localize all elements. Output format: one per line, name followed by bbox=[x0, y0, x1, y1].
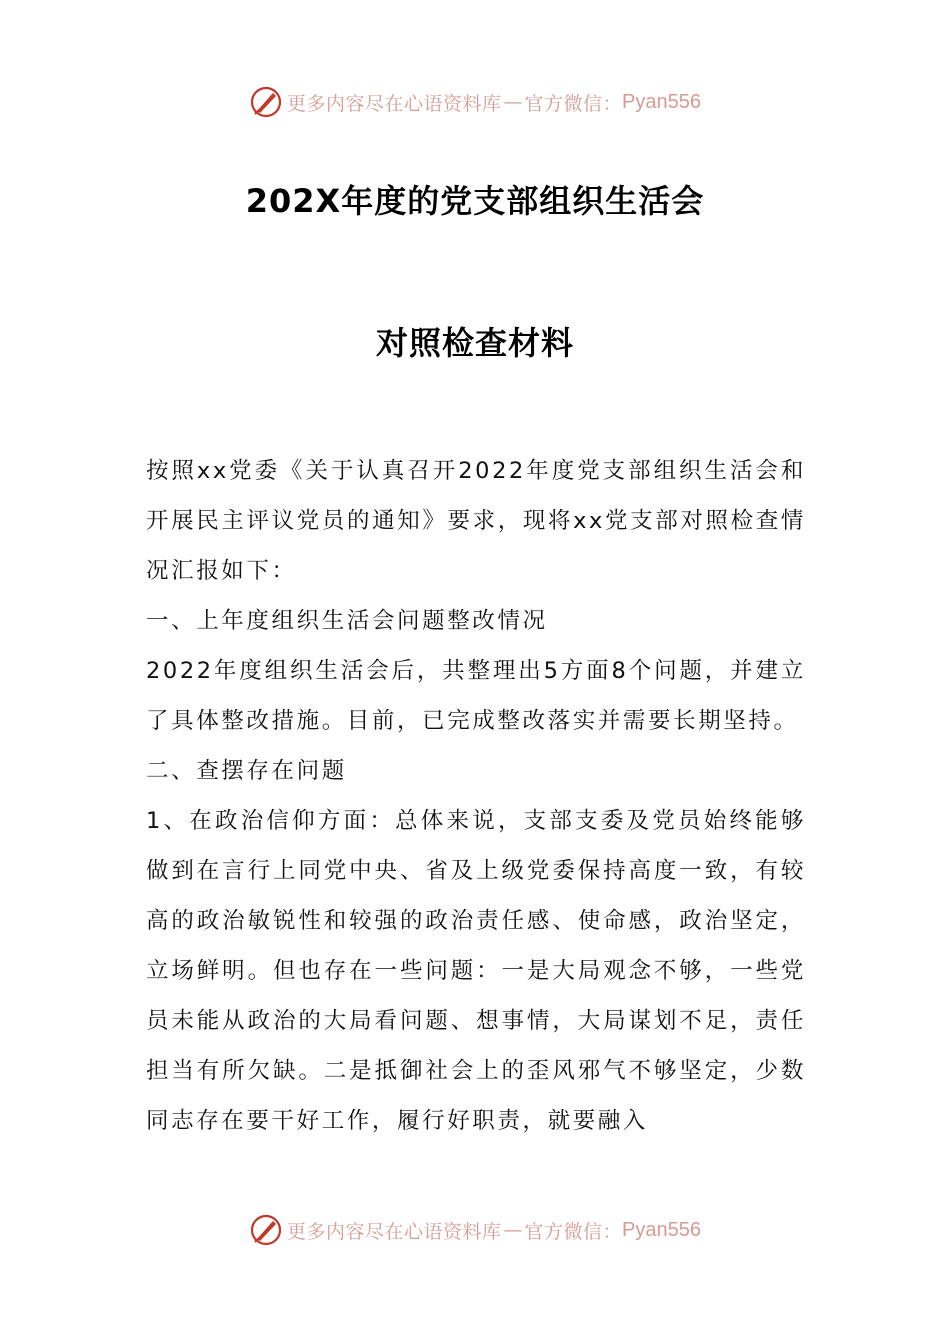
watermark-separator: — bbox=[503, 1219, 523, 1241]
document-title-line2: 对照检查材料 bbox=[375, 324, 574, 362]
quill-pen-logo-icon bbox=[249, 85, 283, 119]
watermark-text: 更多内容尽在心语资料库 bbox=[287, 92, 502, 115]
watermark-footer bbox=[0, 1210, 950, 1250]
watermark-account: Pyan556 bbox=[622, 1218, 701, 1241]
document-title-line1: 202X年度的党支部组织生活会 bbox=[245, 182, 705, 220]
watermark-header bbox=[0, 82, 950, 122]
document-body bbox=[146, 446, 806, 1146]
paragraph-rectification: 2022年度组织生活会后，共整理出5方面8个问题，并建立了具体整改措施。目前，已完成整改落实并需要长期坚持。 bbox=[146, 658, 806, 734]
paragraph-political-belief: 1、在政治信仰方面：总体来说，支部支委及党员始终能够做到在言行上同党中央、省及上级党委保持高度一致，有较高的政治敏锐性和较强的政治责任感、使命感，政治坚定，立场鲜明。但也存在一些问题：一是大局观念不够，一些党员未能从政治的大局看问题、想事情，大局谋划不足，责任担当有所欠缺。二是抵御社会上的歪风邪气不够坚定，少数同志存在要干好工作，履行好职责，就要融入 bbox=[146, 808, 806, 1134]
watermark-account: Pyan556 bbox=[622, 90, 701, 113]
watermark-separator: — bbox=[503, 91, 523, 113]
watermark-label: 官方微信： bbox=[524, 92, 623, 115]
watermark-label: 官方微信： bbox=[524, 1220, 623, 1243]
section-heading-1: 一、上年度组织生活会问题整改情况 bbox=[146, 608, 548, 634]
watermark-text: 更多内容尽在心语资料库 bbox=[287, 1220, 502, 1243]
section-heading-2: 二、查摆存在问题 bbox=[146, 758, 347, 784]
paragraph-intro: 按照xx党委《关于认真召开2022年度党支部组织生活会和开展民主评议党员的通知》要求，现将xx党支部对照检查情况汇报如下： bbox=[146, 458, 806, 584]
quill-pen-logo-icon bbox=[249, 1213, 283, 1247]
